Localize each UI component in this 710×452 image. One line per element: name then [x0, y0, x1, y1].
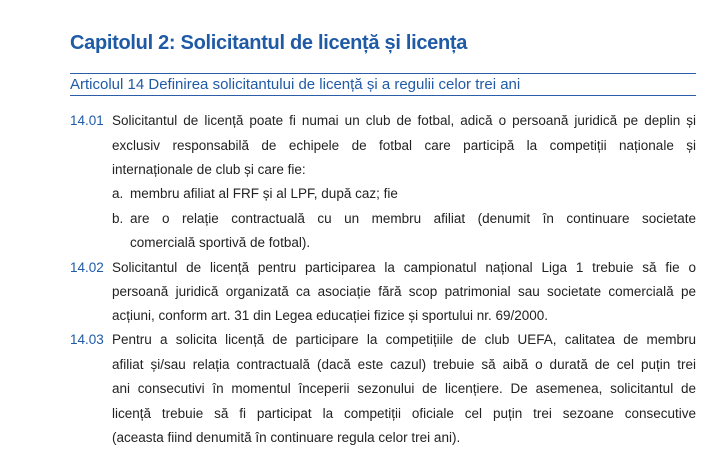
section-number: 14.02 — [70, 260, 104, 275]
section-text-line: afiliat și/sau relația contractuală (dacă este cazul) trebuie să aibă o durată de cel puțin trei — [112, 357, 696, 372]
list-item-text: are o relație contractuală cu un membru afiliat (denumit în continuare societate — [130, 211, 696, 226]
article-title: Articolul 14 Definirea solicitantului de licență și a regulii celor trei ani — [70, 76, 521, 93]
section-text-line: licență trebuie să fi participat la competiții oficiale cel puțin trei sezoane consecutive — [112, 406, 696, 421]
section-text-line: persoană juridică organizată ca asociație fără scop patrimonial sau societate comercială pe — [112, 284, 696, 299]
list-item-label: b. — [112, 211, 124, 226]
section-text-line: exclusiv responsabilă de echipele de fotbal care participă la competiții naționale și — [112, 138, 696, 153]
section-number: 14.03 — [70, 332, 104, 347]
chapter-title: Capitolul 2: Solicitantul de licență și licența — [70, 32, 468, 54]
list-item-label: a. — [112, 186, 124, 201]
list-item-text: comercială sportivă de fotbal). — [130, 235, 311, 250]
section-text-line: internaționale de club și care fie: — [112, 162, 306, 177]
list-item-text: membru afiliat al FRF și al LPF, după caz; fie — [130, 186, 398, 201]
section-text-line: acțiuni, conform art. 31 din Legea educației fizice și sportului nr. 69/2000. — [112, 308, 549, 323]
section-text-line: Solicitantul de licență poate fi numai un club de fotbal, adică o persoană juridică pe deplin și — [112, 113, 696, 128]
section-text-line: Pentru a solicita licență de participare la competițiile de club UEFA, calitatea de membru — [112, 332, 696, 347]
section-text-line: Solicitantul de licență pentru participarea la campionatul național Liga 1 trebuie să fie o — [112, 260, 696, 275]
article-bottom-rule — [70, 95, 696, 96]
section-number: 14.01 — [70, 113, 104, 128]
article-top-rule — [70, 73, 696, 74]
section-text-line: (aceasta fiind denumită în continuare regula celor trei ani). — [112, 430, 461, 445]
section-text-line: ani consecutivi în momentul începerii sezonului de licențiere. De asemenea, solicitantul de — [112, 381, 696, 396]
